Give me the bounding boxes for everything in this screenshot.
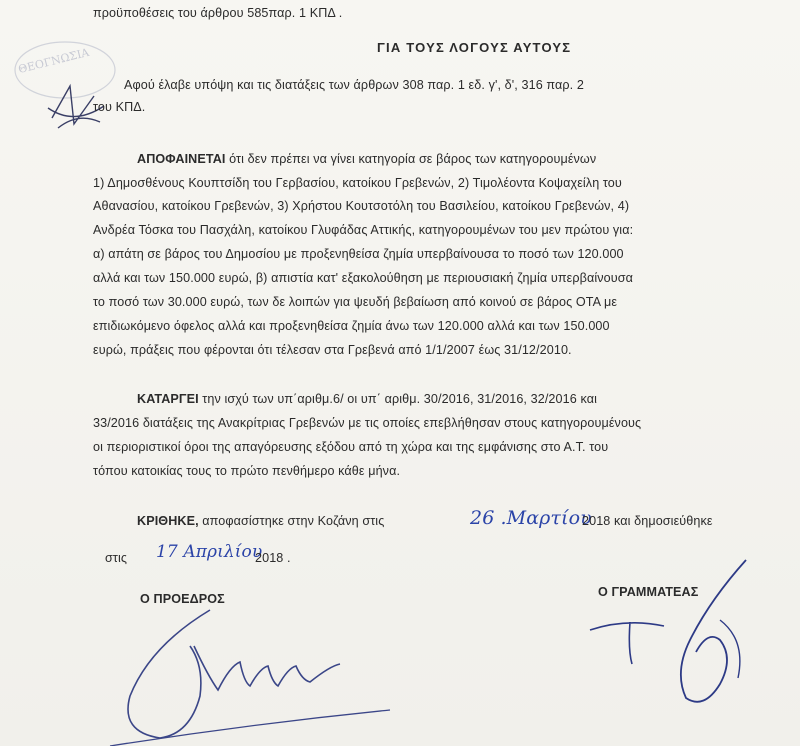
para2-line7: το ποσό των 30.000 ευρώ, των δε λοιπών για ψευδή βεβαίωση από κοινού σε βάρος ΟΤΑ με (93, 295, 618, 309)
para2-line8: επιδιωκόμενο όφελος αλλά και προξενηθείσα ζημία άνω των 120.000 αλλά και των 150.000 (93, 319, 610, 333)
para3-line1 (137, 392, 597, 406)
handwritten-date-decision: 26 .Μαρτίου (470, 507, 592, 529)
para2-line6: αλλά και των 150.000 ευρώ, β) απιστία κατ' εξακολούθηση με περιουσιακή ζημία υπερβαίνουσα (93, 271, 634, 285)
text-line-top: προϋποθέσεις του άρθρου 585παρ. 1 ΚΠΔ . (93, 6, 343, 20)
para3-line1-rest: την ισχύ των υπ΄αριθμ.6/ οι υπ΄ αριθμ. 30/2016, 31/2016, 32/2016 και (198, 392, 597, 406)
para3-line3: οι περιοριστικοί όροι της απαγόρευσης εξόδου από τη χώρα και της εμφάνισης στο Α.Τ. του (93, 440, 609, 454)
para2-line5: α) απάτη σε βάρος του Δημοσίου με προξενηθείσα ζημία υπερβαίνουσα το ποσό των 120.000 (93, 247, 624, 261)
apofainetai-lead: ΑΠΟΦΑΙΝΕΤΑΙ (137, 152, 226, 166)
para4-line2-start: στις (105, 551, 128, 565)
kritheke-lead: ΚΡΙΘΗΚΕ, (137, 514, 199, 528)
para4-line1 (137, 514, 384, 528)
para2-line4: Ανδρέα Τόσκα του Πασχάλη, κατοίκου Γλυφάδας Αττικής, κατηγορουμένων του μεν πρώτου για: (93, 223, 634, 237)
para1-line1: Αφού έλαβε υπόψη και τις διατάξεις των άρθρων 308 παρ. 1 εδ. γ', δ', 316 παρ. 2 (124, 78, 584, 92)
para4-line2-end: 2018 . (255, 551, 291, 565)
para2-line1-rest: ότι δεν πρέπει να γίνει κατηγορία σε βάρος των κατηγορουμένων (225, 152, 597, 166)
para2-line9: ευρώ, πράξεις που φέρονται ότι τέλεσαν στα Γρεβενά από 1/1/2007 έως 31/12/2010. (93, 343, 572, 357)
para1-line2: του ΚΠΔ. (93, 100, 146, 114)
para3-line4: τόπου κατοικίας τους το πρώτο πενθήμερο κάθε μήνα. (93, 464, 401, 478)
para2-line1 (137, 152, 596, 166)
president-signature (90, 606, 410, 746)
secretary-label: Ο ΓΡΑΜΜΑΤΕΑΣ (598, 585, 699, 599)
secretary-signature (570, 560, 770, 710)
para2-line3: Αθανασίου, κατοίκου Γρεβενών, 3) Χρήστου Κουτσοτόλη του Βασιλείου, κατοίκου Γρεβενών, 4) (93, 199, 630, 213)
para3-line2: 33/2016 διατάξεις της Ανακρίτριας Γρεβενών με τις οποίες επεβλήθησαν στους κατηγορουμένους (93, 416, 642, 430)
para2-line2: 1) Δημοσθένους Κουπτσίδη του Γερβασίου, κατοίκου Γρεβενών, 2) Τιμολέοντα Κοψαχείλη του (93, 176, 622, 190)
handwritten-date-publication: 17 Απριλίου (156, 542, 263, 562)
section-heading: ΓΙΑ ΤΟΥΣ ΛΟΓΟΥΣ ΑΥΤΟΥΣ (377, 40, 572, 55)
katargei-lead: ΚΑΤΑΡΓΕΙ (137, 392, 199, 406)
para4-line1-end: 2018 και δημοσιεύθηκε (582, 514, 713, 528)
stamp-text: ΘΕΟΓΝΩΣΙΑ (16, 45, 91, 77)
president-label: Ο ΠΡΟΕΔΡΟΣ (140, 592, 225, 606)
para4-line1-mid: αποφασίστηκε στην Κοζάνη στις (198, 514, 385, 528)
